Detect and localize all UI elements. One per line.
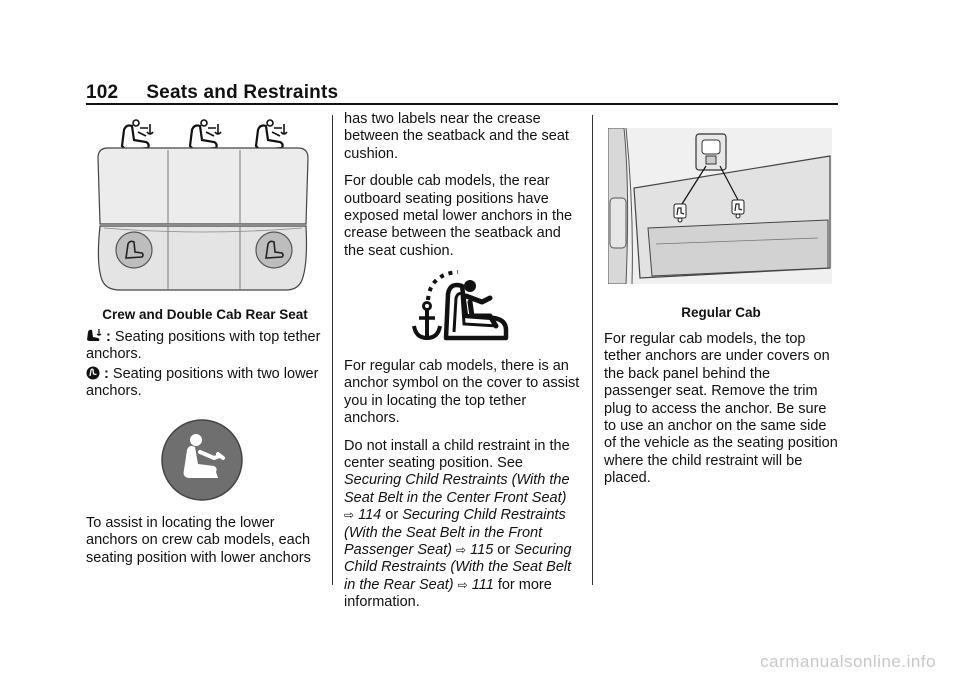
page-ref-1[interactable]: 114 [358,507,382,524]
rear-seat-figure [94,114,312,300]
lower-anchor-icon [160,418,244,502]
watermark: carmanualsonline.info [760,652,936,671]
lower-anchor-icon [86,366,100,380]
col1-paragraph: To assist in locating the lower anchors on crew cab models, each seating position with lower anchors [86,515,311,566]
col3-paragraph: For regular cab models, the top tether anchors are under covers on the back panel behind the passenger seat. Remove the trim plug to access the anchor. Be sure to use an anchor on the same side of the vehicle as the seating position where the child restraint will be placed. [604,331,838,487]
tether-anchor-icon [122,120,153,150]
tether-anchor-icon [86,328,102,342]
figure-caption-regular-cab: Regular Cab [681,305,761,320]
cross-reference-link-3[interactable]: Securing Child Restraints (With the Seat Belt in the Rear Seat) [344,542,572,593]
page-ref-symbol: ⇨ [344,508,355,523]
legend-lower-text: Seating positions with two lower anchors. [86,366,319,400]
legend-colon: : [104,366,109,382]
lower-anchor-icon [116,232,152,268]
page-ref-symbol: ⇨ [456,543,467,558]
col2-text-top [344,111,576,270]
regular-cab-figure [608,128,832,284]
page-header [86,82,338,104]
page-ref-symbol: ⇨ [457,577,468,592]
cross-reference-link-1[interactable]: Securing Child Restraints (With the Seat Belt in the Center Front Seat) [344,472,570,506]
tether-anchor-icon [256,120,287,150]
col2-para-double-cab: For double cab models, the rear outboard seating positions have exposed metal lower anchors in the crease between the seatback and the seat cushion. [344,173,573,259]
column-divider-right [592,115,593,585]
section-title: Seats and Restraints [146,82,339,103]
col2-para-regular-cab: For regular cab models, there is an anchor symbol on the cover to assist you in locating the top tether anchors. [344,358,580,427]
col2-para-center-seat: Do not install a child restraint in the center seating position. See Securing Child Restraints (With the Seat Belt in the Center Front Seat) ⇨ 114 or Securing Child Restraints (With the Seat Belt in the Front Passenger Seat) ⇨ 115 or Securing Child Restraints (With the Seat Belt in the Rear Seat) ⇨ 111 for more information. [344,437,572,611]
page-number: 102 [86,82,119,103]
header-rule [86,103,838,105]
lower-anchor-icon [256,232,292,268]
tether-anchor-icon [190,120,221,150]
col2-para-labels: has two labels near the crease between the seatback and the seat cushion. [344,111,569,162]
legend-lower-anchors [86,366,326,401]
cross-reference-link-2[interactable]: Securing Child Restraints (With the Seat Belt in the Front Passenger Seat) [344,507,566,559]
anchor-symbol-icon [406,268,514,346]
page-ref-3[interactable]: 111 [471,576,494,593]
page-ref-2[interactable]: 115 [470,542,494,559]
column-divider-left [332,115,333,585]
col2-text-bottom [344,358,580,622]
legend-top-tether-text: Seating positions with top tether anchors. [86,329,321,363]
figure-caption-rear-seat: Crew and Double Cab Rear Seat [102,307,308,322]
legend-colon: : [106,329,111,345]
legend-top-tether [86,328,324,364]
